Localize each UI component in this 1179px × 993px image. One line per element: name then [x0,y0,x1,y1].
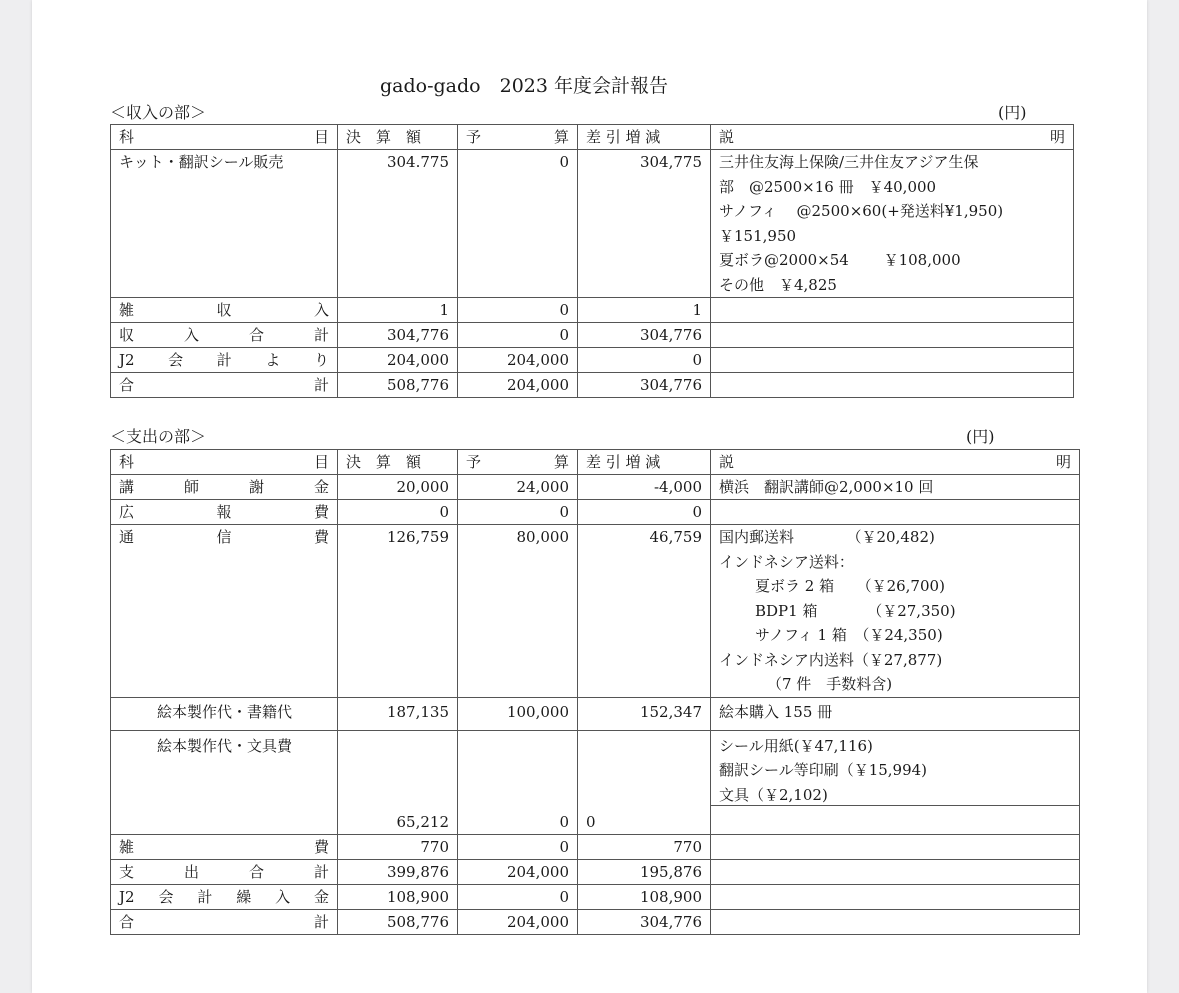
document-page [32,0,1147,993]
note-line: その他 ￥4,825 [719,275,837,294]
row-budget: 80,000 [458,525,578,698]
header-budget: 予 算 [458,125,578,150]
row-budget: 24,000 [458,475,578,500]
row-note [711,730,1080,834]
header-item: 科 目 [111,125,338,150]
table-row [111,884,1080,909]
row-item: 講師謝金 [111,475,338,500]
expense-header-row [111,450,1080,475]
table-row [111,859,1080,884]
row-item: J2会計繰入金 [111,884,338,909]
row-budget: 0 [458,323,578,348]
note-line: サノフィ @2500×60(+発送料¥1,950) [719,202,1004,220]
note-line: 翻訳シール等印刷（￥15,994) [719,761,928,779]
row-item: 支出合計 [111,859,338,884]
table-row [111,500,1080,525]
table-row [111,150,1074,298]
row-item: 通信費 [111,525,338,698]
row-item: キット・翻訳シール販売 [111,150,338,298]
row-note [711,909,1080,934]
row-diff: 1 [578,298,711,323]
header-note: 説 明 [711,450,1080,475]
row-budget: 204,000 [458,909,578,934]
row-diff: 304,776 [578,373,711,398]
note-line: 夏ボラ 2 箱 （￥26,700) [755,577,945,595]
row-note [711,859,1080,884]
table-row [111,298,1074,323]
row-actual: 304.775 [338,150,458,298]
row-item: 雑費 [111,834,338,859]
table-row [111,697,1080,730]
row-item: 合計 [111,909,338,934]
note-line: シール用紙(￥47,116) [719,736,873,755]
row-budget: 0 [458,150,578,298]
table-row [111,373,1074,398]
note-line: （7 件 手数料含) [767,675,893,693]
income-table [110,124,1074,398]
row-note: 絵本購入 155 冊 [711,697,1080,730]
row-diff: 108,900 [578,884,711,909]
row-item: 合計 [111,373,338,398]
row-budget: 0 [458,298,578,323]
note-line: 夏ボラ@2000×54 ￥108,000 [719,251,961,269]
row-diff: 195,876 [578,859,711,884]
row-note [711,884,1080,909]
row-actual: 304,776 [338,323,458,348]
note-line: インドネシア内送料（￥27,877) [719,650,943,669]
expense-section-label: ＜支出の部＞ [110,427,207,446]
expense-table [110,449,1080,935]
table-row [111,909,1080,934]
table-row [111,323,1074,348]
row-note: 横浜 翻訳講師@2,000×10 回 [711,475,1080,500]
table-row [111,525,1080,698]
row-diff: -4,000 [578,475,711,500]
row-budget: 0 [458,730,578,834]
row-budget: 0 [458,884,578,909]
table-row [111,348,1074,373]
header-diff: 差 引 増 減 [578,450,711,475]
row-item: 絵本製作代・文具費 [111,730,338,834]
row-item: 収入合計 [111,323,338,348]
row-budget: 0 [458,500,578,525]
row-diff: 304,775 [578,150,711,298]
table-row [111,475,1080,500]
row-note [711,150,1074,298]
row-actual: 126,759 [338,525,458,698]
header-budget: 予 算 [458,450,578,475]
row-actual: 65,212 [338,730,458,834]
row-note [711,348,1074,373]
row-actual: 0 [338,500,458,525]
row-budget: 204,000 [458,859,578,884]
row-diff: 770 [578,834,711,859]
header-actual: 決 算 額 [338,125,458,150]
row-diff: 304,776 [578,323,711,348]
row-note [711,834,1080,859]
row-budget: 100,000 [458,697,578,730]
row-item: 広報費 [111,500,338,525]
note-line: 国内郵送料 （￥20,482) [719,528,935,546]
note-line: BDP1 箱 （￥27,350) [755,601,956,620]
header-note: 説 明 [711,125,1074,150]
row-item: 絵本製作代・書籍代 [111,697,338,730]
row-actual: 1 [338,298,458,323]
row-item: J2会計より [111,348,338,373]
note-line: インドネシア送料： [719,552,854,571]
note-line: 文具（￥2,102) [719,785,828,804]
row-budget: 204,000 [458,348,578,373]
page-title: gado-gado 2023 年度会計報告 [380,75,668,97]
row-diff: 152,347 [578,697,711,730]
expense-unit: (円) [966,427,995,446]
row-diff: 304,776 [578,909,711,934]
note-line: 三井住友海上保険/三井住友アジア生保 [719,153,979,171]
note-line: 部 @2500×16 冊 ￥40,000 [719,177,937,196]
row-actual: 770 [338,834,458,859]
header-item: 科 目 [111,450,338,475]
row-diff: 0 [578,500,711,525]
income-unit: (円) [998,103,1027,122]
row-note [711,298,1074,323]
note-line: ￥151,950 [719,226,797,245]
row-note [711,323,1074,348]
table-row [111,834,1080,859]
note-line: サノフィ 1 箱 （￥24,350) [755,626,943,644]
row-actual: 399,876 [338,859,458,884]
row-diff: 0 [578,348,711,373]
income-header-row [111,125,1074,150]
header-actual: 決 算 額 [338,450,458,475]
row-diff: 0 [578,730,711,834]
row-budget: 0 [458,834,578,859]
row-note [711,525,1080,698]
row-actual: 204,000 [338,348,458,373]
row-actual: 508,776 [338,909,458,934]
income-section-label: ＜収入の部＞ [110,103,207,122]
row-budget: 204,000 [458,373,578,398]
row-actual: 108,900 [338,884,458,909]
row-actual: 508,776 [338,373,458,398]
row-diff: 46,759 [578,525,711,698]
row-actual: 187,135 [338,697,458,730]
row-note [711,373,1074,398]
row-note [711,500,1080,525]
table-row [111,730,1080,834]
header-diff: 差 引 増 減 [578,125,711,150]
row-actual: 20,000 [338,475,458,500]
row-item: 雑収入 [111,298,338,323]
